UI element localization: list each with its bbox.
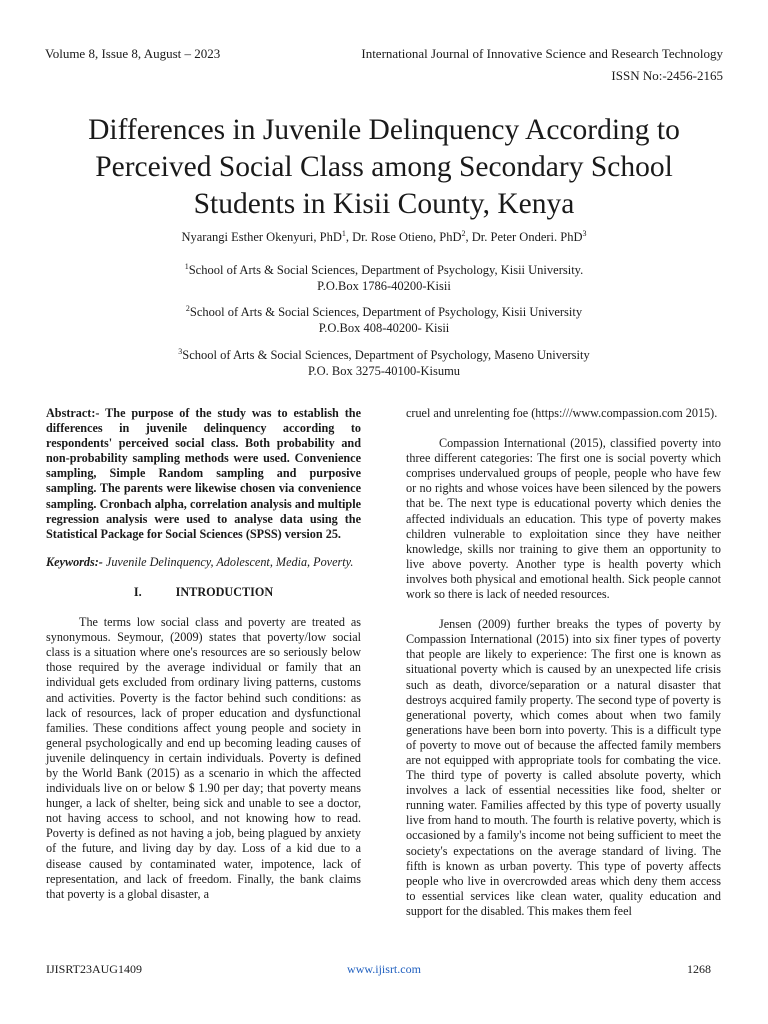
author-2: , Dr. Rose Otieno, PhD bbox=[345, 230, 462, 244]
title-line-2: Perceived Social Class among Secondary School bbox=[95, 150, 673, 183]
affiliation-1-sup: 1 bbox=[184, 261, 189, 271]
section-title: INTRODUCTION bbox=[175, 584, 274, 599]
affiliation-1 bbox=[0, 262, 768, 294]
title-line-1: Differences in Juvenile Delinquency According to bbox=[88, 113, 680, 146]
paragraph-4: Jensen (2009) further breaks the types of poverty by Compassion International (2015) into six finer types of poverty that people are likely to experience: The first one is known as situational poverty which is caused by an unexpected life crisis such as death, divorce/separation or a natural disaster that destroys acquired family property. The second type of poverty is generational poverty, which comes about when two family generations have been born into poverty. This is a difficult type of poverty to move out of because the affected family members are not equipped with appropriate tools for combating the vice. The third type of poverty is called absolute poverty, which involves a lack of essential necessities like food, shelter or running water. Families affected by this type of poverty usually live from hand to mouth. The fourth is relative poverty, which is occasioned by a family's income not being sufficient to meet the society's expectations on the average standard of living. The fifth is known as urban poverty. This type of poverty affects people who live in overcrowded areas which deny them access to essential services like clean water, quality education and support for the disabled. This makes them feel bbox=[406, 617, 721, 918]
affiliation-3-line-2: P.O. Box 3275-40100-Kisumu bbox=[307, 364, 461, 378]
volume-issue: Volume 8, Issue 8, August – 2023 bbox=[45, 46, 221, 61]
keywords-label: Keywords:- bbox=[46, 554, 103, 569]
website-link[interactable]: www.ijisrt.com bbox=[347, 962, 421, 976]
affiliation-3-sup: 3 bbox=[178, 346, 183, 356]
issn: ISSN No:-2456-2165 bbox=[611, 68, 723, 83]
keywords bbox=[46, 555, 361, 570]
section-number: I. bbox=[133, 584, 142, 599]
affiliation-1-line-2: P.O.Box 1786-40200-Kisii bbox=[317, 279, 451, 293]
affiliation-2-sup: 2 bbox=[185, 303, 190, 313]
journal-name: International Journal of Innovative Science and Research Technology bbox=[361, 46, 723, 61]
section-heading-introduction bbox=[46, 585, 361, 600]
author-2-sup: 2 bbox=[461, 228, 466, 238]
affiliation-2 bbox=[0, 304, 768, 336]
right-column bbox=[406, 406, 721, 919]
abstract: Abstract:- The purpose of the study was to establish the differences in juvenile delinquency according to respondents' perceived social class. Both probability and non-probability sampling methods were used. Convenience sampling, Simple Random sampling and purposive sampling. The parents were likewise chosen via convenience sampling. Cronbach alpha, correlation analysis and multiple regression analysis were used to analyse data using the Statistical Package for Social Sciences (SPSS) version 25. bbox=[46, 406, 361, 541]
paragraph-2: cruel and unrelenting foe (https:///www.compassion.com 2015). bbox=[406, 406, 718, 420]
affiliation-3-line-1: School of Arts & Social Sciences, Department of Psychology, Maseno University bbox=[182, 348, 590, 362]
author-3-sup: 3 bbox=[582, 228, 587, 238]
affiliation-3 bbox=[0, 347, 768, 379]
keywords-text: Juvenile Delinquency, Adolescent, Media, Poverty. bbox=[102, 554, 354, 569]
paragraph-3: Compassion International (2015), classified poverty into three different categories: The first one is social poverty which comprises undervalued groups of people, people who have few or no rights and whose voices have been silenced by the powers that be. The next type is educational poverty which denies the affected individuals an education. This type of poverty makes children vulnerable to exploitation since they have neither knowledge, skills nor training to give them an opportunity to live above poverty. Another type is health poverty which involves both physical and emotional health. Sick people cannot work so there is lack of needed resources. bbox=[406, 436, 721, 602]
paper-code: IJISRT23AUG1409 bbox=[46, 962, 142, 976]
author-1-sup: 1 bbox=[341, 228, 346, 238]
author-3: , Dr. Peter Onderi. PhD bbox=[465, 230, 583, 244]
paper-title bbox=[40, 112, 728, 223]
title-line-3: Students in Kisii County, Kenya bbox=[193, 187, 575, 220]
affiliation-2-line-2: P.O.Box 408-40200- Kisii bbox=[318, 321, 450, 335]
author-list bbox=[0, 230, 768, 245]
paragraph-1: The terms low social class and poverty are treated as synonymous. Seymour, (2009) states that poverty/low social class is a situation where one's resources are so seriously below those required by the average individual or family that an individual gets excluded from ordinary living patterns, customs and activities. Poverty is the factor behind such conditions: as lack of resources, lack of proper education and dysfunctional families. These conditions affect young people and society in general psychologically and end up becoming leading causes of juvenile delinquency in certain individuals. Poverty is defined by the World Bank (2015) as a scenario in which the affected individuals live on or below $ 1.90 per day; that poverty means hunger, a lack of shelter, being sick and unable to see a doctor, not having access to school, and not knowing how to read. Poverty is defined as not having a job, being plagued by anxiety of the future, and living day by day. Loss of a kid due to a disease caused by contaminated water, impotence, lack of representation, and lack of freedom. Finally, the bank claims that poverty is a global disaster, a bbox=[46, 615, 361, 901]
affiliation-2-line-1: School of Arts & Social Sciences, Department of Psychology, Kisii University bbox=[189, 305, 583, 319]
affiliation-1-line-1: School of Arts & Social Sciences, Department of Psychology, Kisii University. bbox=[188, 263, 584, 277]
author-1: Nyarangi Esther Okenyuri, PhD bbox=[181, 230, 342, 244]
page-number: 1268 bbox=[687, 962, 711, 976]
left-column bbox=[46, 406, 361, 902]
